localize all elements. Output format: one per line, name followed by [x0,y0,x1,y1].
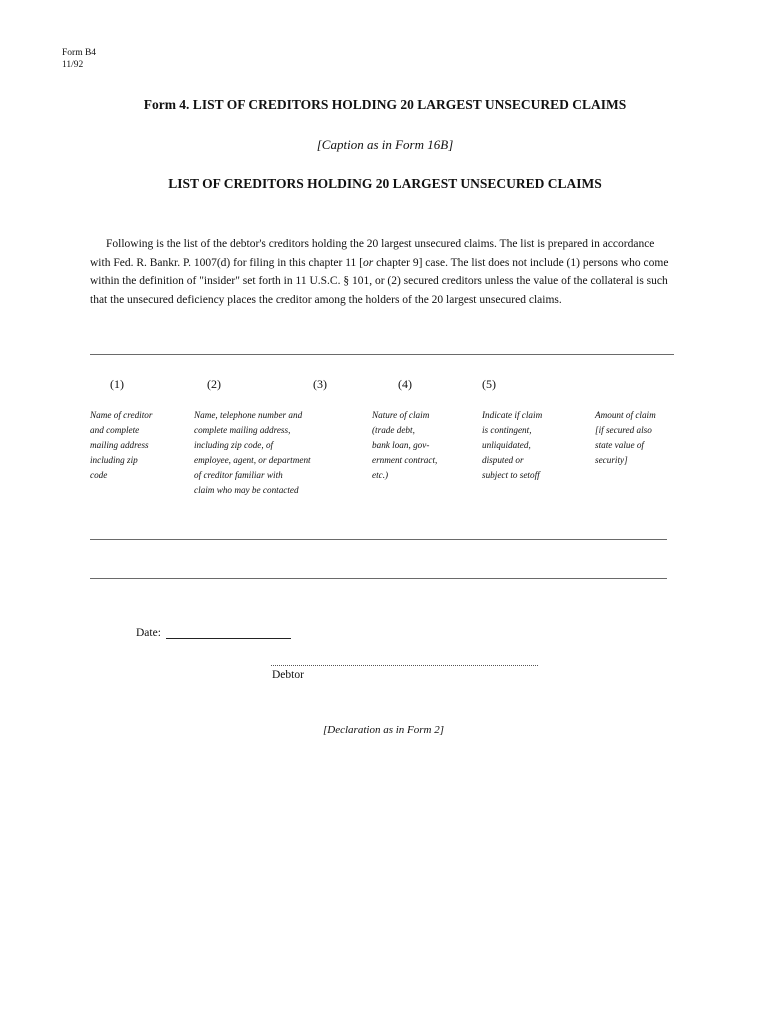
heading-line: employee, agent, or department [194,455,311,465]
column-number-5: (5) [482,377,496,391]
debtor-label: Debtor [272,669,304,681]
column-number-4: (4) [398,377,412,391]
heading-line: mailing address [90,440,149,450]
heading-line: of creditor familiar with [194,470,283,480]
heading-line: Name of creditor [90,410,153,420]
entry-rule-2 [90,578,667,579]
heading-line: including zip code, of [194,440,274,450]
column-number-3: (3) [313,377,327,391]
column-number-2: (2) [207,377,221,391]
form-revision-date: 11/92 [62,60,84,70]
form-title: Form 4. LIST OF CREDITORS HOLDING 20 LARGEST UNSECURED CLAIMS [143,97,627,112]
header-top-rule [90,354,674,355]
heading-line: bank loan, gov- [372,440,430,450]
entry-rule-1 [90,539,667,540]
intro-text-part1: Following is the list of the debtor's creditors holding the 20 largest unsecured claims. The list is prepared in accordance with Fed. R. Bankr. P. 1007(d) for filing in this chapter 11 [ [90,238,655,269]
heading-line: etc.) [372,470,389,480]
list-heading: LIST OF CREDITORS HOLDING 20 LARGEST UNSECURED CLAIMS [168,176,602,191]
form-number [62,47,96,71]
heading-line: Nature of claim [372,410,430,420]
heading-line: unliquidated, [482,440,531,450]
heading-line: disputed or [482,455,524,465]
heading-line: code [90,470,108,480]
form-code: Form B4 [62,48,97,58]
date-label: Date: [136,627,161,639]
heading-line: Indicate if claim [482,410,543,420]
intro-text-part2: chapter 9] case. The list does not include (1) persons who come within the definition of "insider" set forth in 11 U.S.C. § 101, or (2) secured creditors unless the value of the collateral is such that the unsecured deficiency places the creditor among the holders of the 20 largest unsecured claims. [90,256,669,306]
heading-line: Amount of claim [595,410,656,420]
column-heading-amount [595,408,656,468]
intro-text-italic: or [363,256,374,269]
heading-line: claim who may be contacted [194,485,299,495]
heading-line: (trade debt, [372,425,415,435]
heading-line: subject to setoff [482,470,540,480]
heading-line: complete mailing address, [194,425,291,435]
column-heading-creditor [90,408,152,483]
heading-line: security] [595,455,628,465]
intro-paragraph [90,235,673,309]
heading-line: Name, telephone number and [194,410,303,420]
column-number-1: (1) [110,377,124,391]
heading-line: is contingent, [482,425,532,435]
debtor-signature-line[interactable] [271,665,538,666]
column-heading-status [482,408,542,483]
heading-line: state value of [595,440,644,450]
heading-line: ernment contract, [372,455,438,465]
heading-line: [if secured also [595,425,652,435]
declaration-note: [Declaration as in Form 2] [323,724,444,736]
column-heading-nature [372,408,437,483]
heading-line: including zip [90,455,138,465]
heading-line: and complete [90,425,140,435]
date-field[interactable] [166,638,291,639]
caption-note: [Caption as in Form 16B] [316,137,454,152]
column-heading-contact [194,408,311,498]
